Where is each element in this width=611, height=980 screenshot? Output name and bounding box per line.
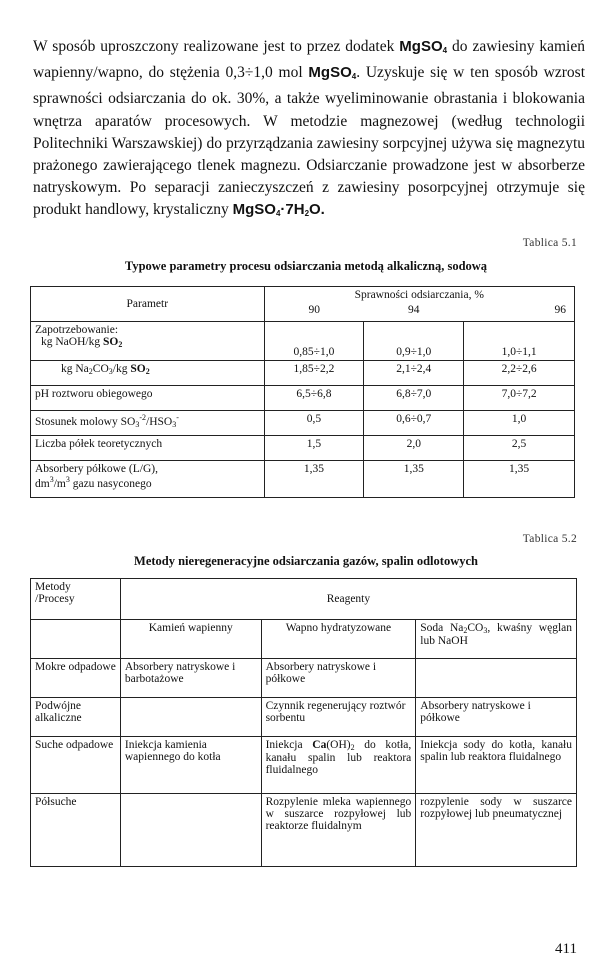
table2-title: Metody nieregeneracyjne odsiarczania gazów, spalin odlotowych bbox=[134, 554, 478, 568]
table1-cell: 2,5 bbox=[464, 436, 575, 461]
table2-cell: Absorbery natryskowe i półkowe bbox=[261, 659, 416, 698]
table-row bbox=[31, 659, 577, 698]
table1-cell: 1,5 bbox=[264, 436, 364, 461]
table2-cell: Iniekcja $Ca(OH)_2$ do kotła, kanału spalin lub reaktora fluidalnego bbox=[261, 737, 416, 794]
table1-cell: 1,35 bbox=[464, 461, 575, 498]
table-row bbox=[31, 698, 577, 737]
page-number: 411 bbox=[555, 941, 577, 957]
table2-cell: rozpylenie sody w suszarce rozpyłowej lub pneumatycznej bbox=[416, 794, 577, 867]
table2-header-reagents: Reagenty bbox=[120, 579, 576, 620]
table1-header-eff: Sprawności odsiarczania, % bbox=[264, 287, 574, 305]
table1-cell-label: Stosunek molowy $SO_3^{-2}/HSO_3^-$ bbox=[31, 411, 265, 436]
table1-cell: 2,0 bbox=[364, 436, 464, 461]
table1-cell: 1,85÷2,2 bbox=[264, 361, 364, 386]
table1-header-param: Parametr bbox=[31, 287, 265, 322]
table1-cell: 6,5÷6,8 bbox=[264, 386, 364, 411]
chem-mgso4: MgSO$_4$ bbox=[308, 64, 357, 82]
table2-cell: Iniekcja sody do kotła, kanału spalin lub reaktora fluidalnego bbox=[416, 737, 577, 794]
table1-eff-col: 90 bbox=[264, 304, 364, 322]
table2-label: Tablica 5.2 bbox=[522, 533, 577, 545]
table-row bbox=[31, 411, 575, 436]
table1-cell: 2,1÷2,4 bbox=[364, 361, 464, 386]
table2-cell: Iniekcja kamienia wapiennego do kotła bbox=[120, 737, 261, 794]
table2-sub-lime: Wapno hydratyzowane bbox=[261, 620, 416, 659]
table2-sub-limestone: Kamień wapienny bbox=[120, 620, 261, 659]
chem-mgso4: MgSO$_4$ bbox=[399, 38, 448, 55]
table2-cell: Czynnik regenerujący roztwór sorbentu bbox=[261, 698, 416, 737]
table1-cell-label: Absorbery półkowe (L/G), $dm^3/m^3$ gazu nasyconego bbox=[31, 461, 265, 498]
table1-cell-label: pH roztworu obiegowego bbox=[31, 386, 265, 411]
table1 bbox=[30, 286, 575, 498]
table2-method: Półsuche bbox=[31, 794, 121, 867]
table1-cell-label: Liczba półek teoretycznych bbox=[31, 436, 265, 461]
table-row bbox=[31, 361, 575, 386]
table1-eff-col: 96 bbox=[464, 304, 575, 322]
table2-cell: Absorbery natryskowe i półkowe bbox=[416, 698, 577, 737]
table2-sub-soda: Soda $Na_2CO_3$, kwaśny węglan lub NaOH bbox=[416, 620, 577, 659]
chem-mgso4-hydrate: $MgSO_4\cdot 7H_2O$. bbox=[232, 201, 325, 219]
table1-cell: 6,8÷7,0 bbox=[364, 386, 464, 411]
table2-method: Mokre odpadowe bbox=[31, 659, 121, 698]
table1-cell: 1,35 bbox=[264, 461, 364, 498]
table1-cell: 1,0 bbox=[464, 411, 575, 436]
table2-cell bbox=[120, 794, 261, 867]
table1-cell: 0,5 bbox=[264, 411, 364, 436]
table1-cell: 1,35 bbox=[364, 461, 464, 498]
table1-cell: 7,0÷7,2 bbox=[464, 386, 575, 411]
table1-cell: 0,85÷1,0 bbox=[264, 322, 364, 361]
table1-cell: 0,6÷0,7 bbox=[364, 411, 464, 436]
table-row bbox=[31, 322, 575, 361]
table2-cell: Absorbery natryskowe i barbotażowe bbox=[120, 659, 261, 698]
table2-cell bbox=[416, 659, 577, 698]
table1-cell-label: kg $Na_2CO_3/kg$ $SO_2$ bbox=[31, 361, 265, 386]
table1-cell: 0,9÷1,0 bbox=[364, 322, 464, 361]
table2-method: Podwójne alkaliczne bbox=[31, 698, 121, 737]
table-row bbox=[31, 436, 575, 461]
table1-title: Typowe parametry procesu odsiarczania metodą alkaliczną, sodową bbox=[124, 259, 488, 273]
table2-empty-cell bbox=[31, 620, 121, 659]
table-row bbox=[31, 794, 577, 867]
table2 bbox=[30, 578, 577, 867]
table2-cell: Rozpylenie mleka wapiennego w suszarce rozpyłowej lub reaktorze fluidalnym bbox=[261, 794, 416, 867]
table1-eff-col: 94 bbox=[364, 304, 464, 322]
table2-header-row bbox=[31, 579, 577, 620]
table2-header-methods: Metody /Procesy bbox=[31, 579, 121, 620]
table-row bbox=[31, 461, 575, 498]
table1-cell: 2,2÷2,6 bbox=[464, 361, 575, 386]
table-row bbox=[31, 737, 577, 794]
table-row bbox=[31, 386, 575, 411]
body-paragraph: W sposób uproszczony realizowane jest to przez dodatek MgSO$_4$ do zawiesiny kamień wapienny/wapno, do stężenia 0,3÷1,0 mol MgSO$_4$. Uzyskuje się w ten sposób wzrost sprawności odsiarczania do ok. 30%, a także wyeliminowanie obrastania i blokowania wnętrza aparatów procesowych. W metodzie magnezowej (według technologii Politechniki Warszawskiej) do przyrządzania zawiesiny sorpcyjnej używa się magnezytu prażonego zawierającego tlenek magnezu. Odsiarczanie prowadzone jest w absorberze natryskowym. Po separacji zanieczyszczeń z zawiesiny posorpcyjnej otrzymuje się produkt handlowy, krystaliczny $MgSO_4\cdot 7H_2O$. bbox=[33, 38, 586, 219]
table1-header-row bbox=[31, 287, 575, 305]
table1-cell-label: Zapotrzebowanie: kg NaOH/kg $SO_2$ bbox=[31, 322, 265, 361]
table2-subheader-row bbox=[31, 620, 577, 659]
table2-cell bbox=[120, 698, 261, 737]
table1-label: Tablica 5.1 bbox=[522, 237, 577, 249]
table1-cell: 1,0÷1,1 bbox=[464, 322, 575, 361]
table2-method: Suche odpadowe bbox=[31, 737, 121, 794]
